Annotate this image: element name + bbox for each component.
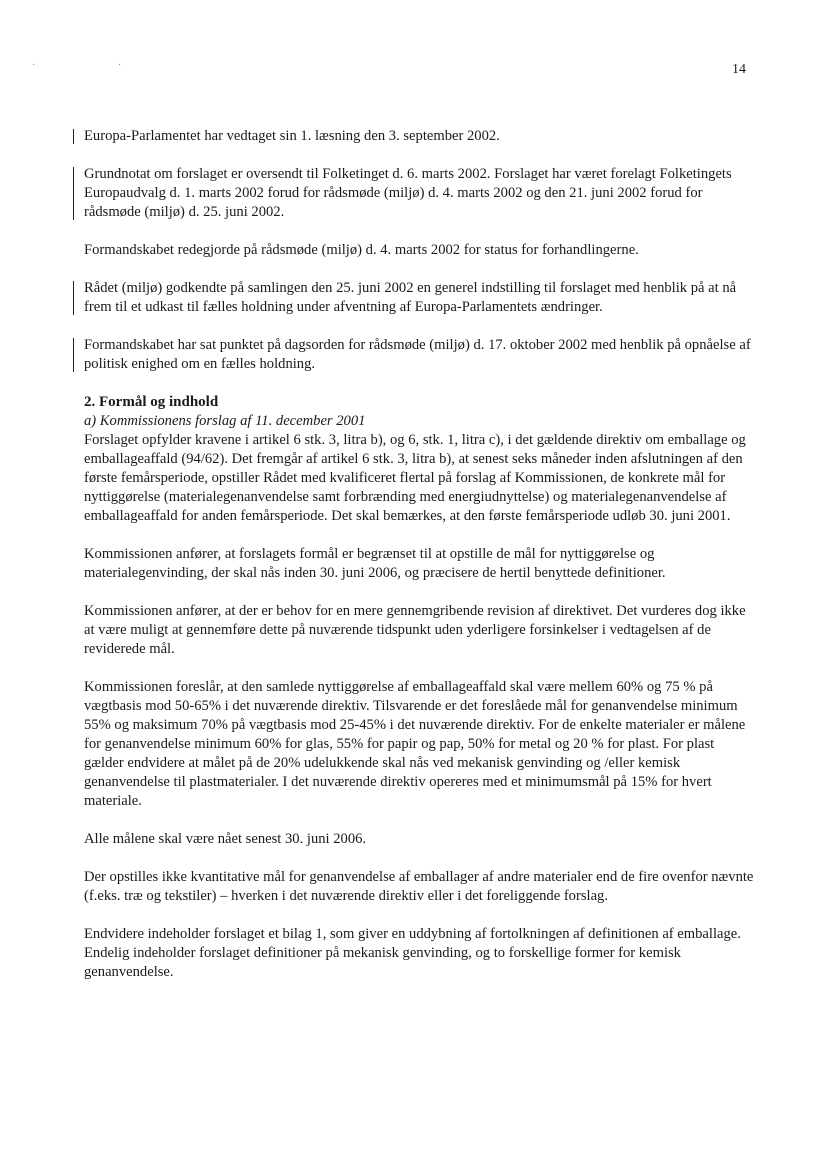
- paragraph-agenda: Formandskabet har sat punktet på dagsorden for rådsmøde (miljø) d. 17. oktober 2002 med henblik på opnåelse af politisk enighed om en fælles holdning.: [84, 336, 756, 374]
- paragraph-annex: Endvidere indeholder forslaget et bilag 1, som giver en uddybning af fortolkningen af definitionen af emballage. Endelig indeholder forslaget definitioner på mekanisk genvinding, og to forskellige former for kemisk genanvendelse.: [84, 926, 741, 980]
- paragraph-targets: Kommissionen foreslår, at den samlede nyttiggørelse af emballageaffald skal være mellem 60% og 75 % på vægtbasis mod 50-65% i det nuværende direktiv. Tilsvarende er det foreslåede mål for genanvendelse minimum 55% og maksimum 70% på vægtbasis mod 25-45% i det nuværende direktiv. For de enkelte materialer er målene for genanvendelse minimum 60% for glas, 55% for papir og pap, 50% for metal og 20 % for plast. For plast gælder endvidere at målet på de 20% udelukkende skal nås ved mekanisk genvinding og /eller kemisk genanvendelse til plastmaterialer. I det nuværende direktiv opereres med et minimumsmål på 15% for hvert materiale.: [84, 679, 746, 809]
- section-heading: 2. Formål og indhold: [84, 394, 219, 410]
- scan-artifact: · ·: [32, 60, 162, 71]
- paragraph-deadline: Alle målene skal være nået senest 30. juni 2006.: [84, 831, 367, 847]
- section-purpose-content: [84, 393, 756, 526]
- paragraph-grundnotat: Grundnotat om forslaget er oversendt til Folketinget d. 6. marts 2002. Forslaget har været forelagt Folketingets Europaudvalg d. 1. marts 2002 forud for rådsmøde (miljø) d. 4. marts 2002 og den 21. juni 2002 forud for rådsmøde (miljø) d. 25. juni 2002.: [84, 165, 756, 222]
- section-intro: Forslaget opfylder kravene i artikel 6 stk. 3, litra b), og 6, stk. 1, litra c), i det gældende direktiv om emballage og emballageaffald (94/62). Det fremgår af artikel 6 stk. 3, litra b), at senest seks måneder inden afslutningen af den første femårsperiode, opstiller Rådet med kvalificeret flertal på forslag af Kommissionen, de konkrete mål for nyttiggørelse (materialegenanvendelse samt forbrænding med energiudnyttelse) og materialegenanvendelse af emballageaffald for anden femårsperiode. Det skal bemærkes, at den første femårsperiode udløb 30. juni 2001.: [84, 432, 746, 524]
- paragraph-no-quantitative-targets: Der opstilles ikke kvantitative mål for genanvendelse af emballager af andre materialer end de fire ovenfor nævnte (f.eks. træ og tekstiler) – hverken i det nuværende direktiv eller i det foreliggende forslag.: [84, 869, 754, 904]
- page-number: 14: [732, 62, 746, 77]
- section-subheading: a) Kommissionens forslag af 11. december 2001: [84, 413, 366, 429]
- paragraph-purpose-limited: Kommissionen anfører, at forslagets formål er begrænset til at opstille de mål for nyttiggørelse og materialegenvinding, der skal nås inden 30. juni 2006, og præcisere de hertil benyttede definitioner.: [84, 546, 666, 581]
- document-body: [84, 127, 756, 1001]
- paragraph-formandskab-status: Formandskabet redegjorde på rådsmøde (miljø) d. 4. marts 2002 for status for forhandlingerne.: [84, 242, 639, 258]
- paragraph-ep-first-reading: Europa-Parlamentet har vedtaget sin 1. læsning den 3. september 2002.: [84, 127, 756, 146]
- paragraph-council-approval: Rådet (miljø) godkendte på samlingen den 25. juni 2002 en generel indstilling til forslaget med henblik på at nå frem til et udkast til fælles holdning under afventning af Europa-Parlamentets ændringer.: [84, 279, 756, 317]
- paragraph-revision-need: Kommissionen anfører, at der er behov for en mere gennemgribende revision af direktivet. Det vurderes dog ikke at være muligt at gennemføre dette på nuværende tidspunkt uden yderligere forsinkelser i vedtagelsen af de reviderede mål.: [84, 603, 746, 657]
